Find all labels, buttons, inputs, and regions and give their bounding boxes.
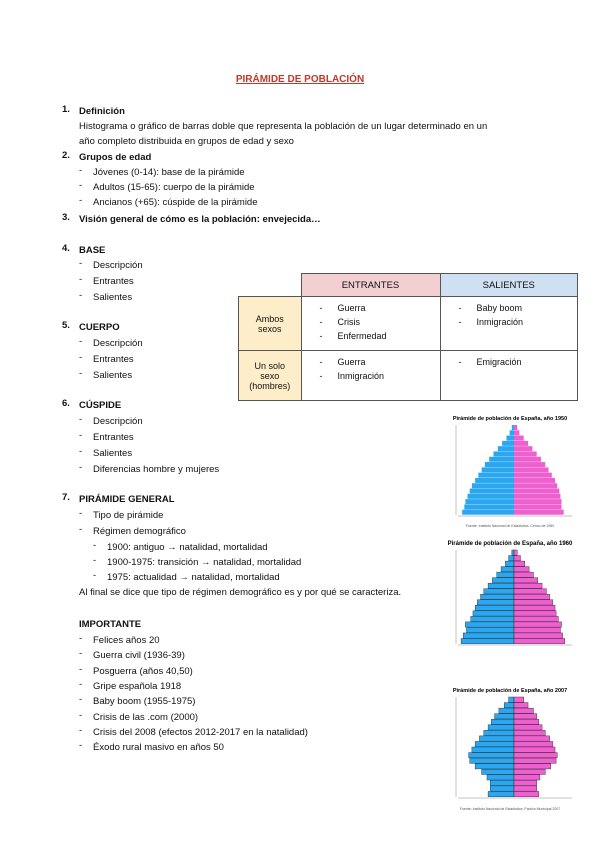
male-bar: [492, 578, 514, 583]
female-bar: [514, 589, 546, 594]
section-heading: Grupos de edad: [79, 152, 152, 163]
male-bar: [499, 708, 514, 713]
section-number: 2.: [62, 150, 70, 161]
section-number: 7.: [62, 492, 70, 503]
female-bar: [514, 462, 545, 467]
bullet-dash: -: [79, 430, 83, 441]
male-bar: [509, 556, 514, 561]
female-bar: [514, 556, 520, 561]
sub-list-item: 1900: antiguo → natalidad, mortalidad: [107, 542, 268, 553]
male-bar: [462, 510, 514, 515]
male-bar: [512, 550, 514, 555]
section-heading: Visión general de cómo es la población: envejecida…: [79, 214, 321, 225]
list-item: Salientes: [93, 448, 133, 459]
list-item: Éxodo rural masivo en años 50: [93, 742, 224, 754]
bullet-dash: -: [79, 274, 83, 285]
list-item: Descripción: [93, 260, 143, 271]
female-bar: [514, 430, 519, 435]
female-bar: [514, 719, 539, 724]
female-bar: [514, 561, 525, 566]
section-number: 4.: [62, 243, 70, 254]
list-item: Entrantes: [93, 354, 134, 365]
section-heading: PIRÁMIDE GENERAL: [79, 494, 175, 505]
female-bar: [514, 489, 559, 494]
list-item: Baby boom (1955-1975): [93, 696, 196, 708]
female-bar: [514, 578, 538, 583]
list-item: Guerra civil (1936-39): [93, 650, 185, 662]
male-bar: [488, 725, 514, 730]
section-heading: Definición: [79, 106, 125, 117]
table-header-entrantes: ENTRANTES: [301, 274, 440, 297]
section-number: 6.: [62, 398, 70, 409]
bullet-dash: -: [79, 508, 83, 519]
bullet-dash: -: [79, 290, 83, 301]
chart-title: Pirámide de población de España, año 1950: [452, 416, 568, 422]
bullet-dash: -: [79, 352, 83, 363]
female-bar: [514, 758, 556, 763]
page-title: PIRÁMIDE DE POBLACIÓN: [235, 74, 365, 85]
female-bar: [514, 494, 560, 499]
male-bar: [481, 594, 514, 599]
female-bar: [514, 567, 529, 572]
male-bar: [485, 462, 514, 467]
female-bar: [514, 697, 524, 702]
female-bar: [514, 441, 528, 446]
chart-title: Pirámide de población de España, año 2007: [452, 688, 568, 694]
female-bar: [514, 764, 551, 769]
pyramid-chart-1950: [440, 411, 580, 529]
female-bar: [514, 510, 564, 515]
female-bar: [514, 451, 537, 456]
female-bar: [514, 611, 556, 616]
male-bar: [473, 611, 514, 616]
female-bar: [514, 725, 542, 730]
female-bar: [514, 583, 542, 588]
list-item: Tipo de pirámide: [93, 510, 164, 521]
row-label-line: Ambos: [255, 313, 284, 324]
male-bar: [470, 489, 514, 494]
male-bar: [472, 483, 514, 488]
female-bar: [514, 753, 557, 758]
bullet-dash: -: [79, 678, 83, 690]
female-bar: [514, 747, 555, 752]
female-bar: [514, 550, 517, 555]
bullet-dash: -: [79, 258, 83, 269]
cell-item: - Inmigración: [459, 315, 578, 329]
list-item: Crisis de las .com (2000): [93, 711, 199, 723]
cell-item: - Inmigración: [320, 369, 440, 383]
section-number: 1.: [62, 104, 70, 115]
male-bar: [465, 499, 514, 504]
female-bar: [514, 786, 537, 791]
male-bar: [475, 605, 514, 610]
male-bar: [465, 622, 514, 627]
list-item: Salientes: [93, 292, 133, 303]
pyramid-svg: [440, 536, 580, 654]
bullet-dash: -: [79, 336, 83, 347]
male-bar: [488, 583, 514, 588]
male-bar: [475, 764, 514, 769]
list-item: Adultos (15-65): cuerpo de la pirámide: [93, 182, 255, 193]
male-bar: [464, 504, 514, 509]
bullet-dash: -: [79, 648, 83, 660]
female-bar: [514, 638, 565, 643]
row-label-line: sexo: [260, 370, 280, 381]
bullet-dash: -: [79, 446, 83, 457]
male-bar: [498, 446, 514, 451]
table-row-label: [239, 297, 302, 351]
bullet-dash: -: [93, 570, 97, 581]
male-bar: [493, 451, 514, 456]
male-bar: [488, 791, 514, 796]
chart-caption: Fuente: Instituto Nacional de Estadística. Censo de 1950: [465, 524, 555, 528]
section-heading: CUERPO: [79, 322, 120, 333]
male-bar: [482, 467, 514, 472]
cell-item: - Emigración: [459, 355, 578, 369]
male-bar: [497, 572, 514, 577]
male-bar: [490, 786, 514, 791]
table-cell: [440, 297, 578, 351]
female-bar: [514, 499, 562, 504]
pyramid-svg: [440, 411, 580, 529]
female-bar: [514, 478, 555, 483]
male-bar: [471, 616, 514, 621]
table-row-label: [239, 351, 302, 401]
male-bar: [472, 747, 514, 752]
male-bar: [484, 589, 514, 594]
list-item: Entrantes: [93, 432, 134, 443]
female-bar: [514, 572, 533, 577]
list-item: Posguerra (años 40,50): [93, 665, 193, 677]
table-cell: [440, 351, 578, 401]
bullet-dash: -: [93, 540, 97, 551]
male-bar: [463, 633, 514, 638]
female-bar: [514, 483, 557, 488]
pyramid-chart-1960: [440, 536, 580, 654]
female-bar: [514, 703, 528, 708]
table-cell: [301, 297, 440, 351]
female-bar: [514, 457, 541, 462]
list-item: Entrantes: [93, 276, 134, 287]
row-label-line: Un solo: [254, 360, 285, 371]
section-heading: BASE: [79, 245, 106, 256]
sub-list-item: 1900-1975: transición → natalidad, mortalidad: [107, 557, 302, 568]
female-bar: [514, 446, 532, 451]
male-bar: [484, 730, 514, 735]
bullet-dash: -: [79, 633, 83, 644]
male-bar: [495, 714, 514, 719]
cell-item: - Enfermedad: [320, 329, 440, 343]
female-bar: [514, 425, 517, 430]
table-cell: [301, 351, 440, 401]
chart-caption: Fuente: Instituto Nacional de Estadística. Padrón Municipal 2007: [459, 807, 561, 811]
bullet-dash: -: [79, 694, 83, 706]
female-bar: [514, 473, 552, 478]
bullet-dash: -: [79, 195, 83, 206]
female-bar: [514, 627, 560, 632]
male-bar: [482, 769, 514, 774]
female-bar: [514, 736, 550, 741]
female-bar: [514, 730, 545, 735]
female-bar: [514, 714, 537, 719]
row-label-line: sexos: [257, 323, 282, 334]
male-bar: [479, 736, 514, 741]
section-number: 3.: [62, 212, 70, 223]
paragraph-line: año completo distribuida en grupos de edad y sexo: [79, 136, 294, 147]
bullet-dash: -: [93, 555, 97, 566]
male-bar: [491, 719, 514, 724]
bullet-dash: -: [79, 165, 83, 176]
male-bar: [501, 567, 514, 572]
bullet-dash: -: [79, 724, 83, 736]
table-header-salientes: SALIENTES: [440, 274, 578, 297]
list-item: Régimen demográfico: [93, 526, 186, 537]
list-item: Crisis del 2008 (efectos 2012-2017 en la natalidad): [93, 726, 308, 738]
female-bar: [514, 780, 537, 785]
bullet-dash: -: [79, 740, 83, 752]
male-bar: [490, 780, 514, 785]
bullet-dash: -: [79, 414, 83, 425]
male-bar: [477, 600, 514, 605]
table-corner: [239, 274, 302, 297]
pyramid-chart-2007: [440, 683, 580, 813]
chart-title: Pirámide de población de España, año 1960: [447, 541, 573, 547]
list-item: Diferencias hombre y mujeres: [93, 464, 220, 475]
list-item: Jóvenes (0-14): base de la pirámide: [93, 167, 245, 178]
bullet-dash: -: [79, 368, 83, 379]
female-bar: [514, 436, 524, 441]
female-bar: [514, 633, 563, 638]
section-heading: CÚSPIDE: [79, 400, 122, 411]
paragraph-line: Al final se dice que tipo de régimen demográfico es y por qué se caracteriza.: [79, 587, 402, 598]
cell-item: - Baby boom: [459, 301, 578, 315]
male-bar: [475, 741, 514, 746]
female-bar: [514, 504, 562, 509]
important-heading: IMPORTANTE: [79, 619, 142, 630]
male-bar: [504, 703, 514, 708]
female-bar: [514, 467, 549, 472]
list-item: Felices años 20: [93, 635, 160, 646]
male-bar: [470, 758, 514, 763]
male-bar: [466, 627, 514, 632]
female-bar: [514, 605, 555, 610]
male-bar: [512, 425, 514, 430]
male-bar: [506, 436, 514, 441]
female-bar: [514, 616, 558, 621]
list-item: Descripción: [93, 338, 143, 349]
male-bar: [487, 775, 514, 780]
bullet-dash: -: [79, 524, 83, 535]
female-bar: [514, 741, 553, 746]
male-bar: [502, 441, 514, 446]
male-bar: [489, 457, 514, 462]
female-bar: [514, 594, 550, 599]
bullet-dash: -: [79, 663, 83, 675]
male-bar: [510, 430, 514, 435]
bullet-dash: -: [79, 462, 83, 473]
male-bar: [475, 478, 514, 483]
male-bar: [468, 494, 514, 499]
female-bar: [514, 791, 539, 796]
female-bar: [514, 708, 533, 713]
male-bar: [505, 561, 514, 566]
bullet-dash: -: [79, 709, 83, 721]
row-label-line: (hombres): [249, 380, 291, 391]
list-item: Gripe española 1918: [93, 680, 182, 692]
male-bar: [461, 638, 514, 643]
bullet-dash: -: [79, 180, 83, 191]
cell-item: - Crisis: [320, 315, 440, 329]
list-item: Descripción: [93, 416, 143, 427]
pyramid-svg: [440, 683, 580, 813]
cell-item: - Guerra: [320, 301, 440, 315]
male-bar: [469, 753, 514, 758]
section-number: 5.: [62, 320, 70, 331]
male-bar: [509, 697, 514, 702]
male-bar: [478, 473, 514, 478]
female-bar: [514, 769, 545, 774]
female-bar: [514, 775, 540, 780]
female-bar: [514, 622, 562, 627]
list-item: Ancianos (+65): cúspide de la pirámide: [93, 197, 258, 208]
cell-item: - Guerra: [320, 355, 440, 369]
sub-list-item: 1975: actualidad → natalidad, mortalidad: [107, 572, 280, 583]
paragraph-line: Histograma o gráfico de barras doble que representa la población de un lugar determinado en un: [79, 121, 488, 132]
entrantes-salientes-table: [238, 273, 578, 401]
list-item: Salientes: [93, 370, 133, 381]
female-bar: [514, 600, 553, 605]
